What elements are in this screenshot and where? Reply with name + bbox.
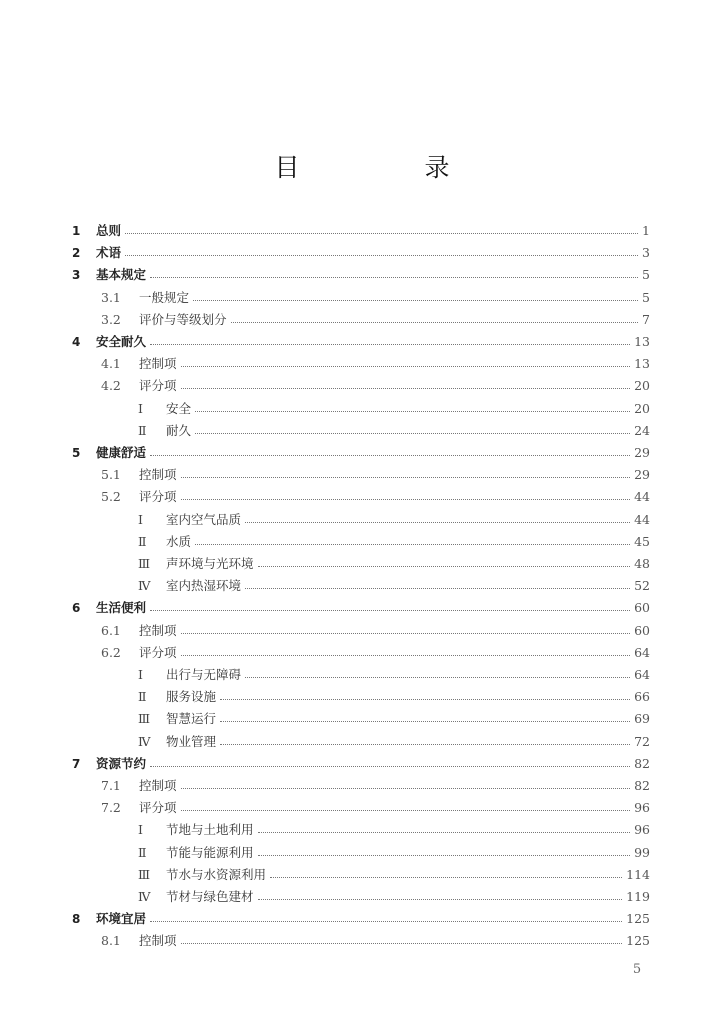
dot-leader: [150, 765, 630, 767]
dot-leader: [181, 476, 631, 478]
toc-entry-page: 44: [634, 511, 650, 527]
toc-entry-title: 声环境与光环境: [166, 556, 254, 571]
toc-entry-number: Ⅲ: [138, 556, 151, 571]
toc-entry-number: 7: [72, 756, 81, 771]
toc-entry-number: 8.1: [101, 933, 121, 949]
toc-entry-number: Ⅳ: [138, 889, 151, 904]
toc-entry-title: 室内热湿环境: [166, 578, 242, 594]
toc-entry-number: 4.2: [101, 378, 121, 394]
toc-entry[interactable]: [0, 575, 650, 597]
toc-entry-number: Ⅲ: [138, 711, 151, 727]
toc-entry[interactable]: [0, 930, 650, 952]
dot-leader: [181, 654, 631, 656]
toc-entry-number: Ⅱ: [138, 844, 147, 860]
dot-leader: [181, 787, 631, 789]
toc-entry-number: 6.1: [101, 622, 121, 638]
dot-leader: [181, 809, 631, 811]
dot-leader: [245, 521, 630, 523]
toc-entry-page: 125: [626, 911, 650, 927]
toc-entry-page: 29: [634, 445, 650, 460]
toc-entry[interactable]: [0, 309, 650, 331]
dot-leader: [270, 876, 622, 878]
dot-leader: [231, 321, 639, 323]
toc-entry-title: 评分项: [139, 644, 177, 660]
toc-entry-page: 52: [634, 578, 650, 594]
toc-entry-title: 控制项: [139, 467, 177, 483]
toc-entry-title: 评分项: [139, 489, 177, 505]
toc-entry[interactable]: [0, 886, 650, 908]
toc-entry-title: 环境宜居: [96, 911, 147, 927]
page-title: 目 录: [274, 153, 500, 182]
toc-entry[interactable]: [0, 819, 650, 841]
toc-entry[interactable]: [0, 264, 650, 286]
toc-entry-page: 60: [634, 600, 650, 616]
toc-entry-title: 控制项: [139, 778, 177, 793]
toc-entry-page: 82: [634, 778, 650, 793]
toc-entry-number: Ⅱ: [138, 422, 147, 438]
toc-entry-page: 24: [634, 422, 650, 438]
toc-entry-title: 总则: [96, 223, 122, 238]
toc-entry-page: 66: [634, 689, 650, 705]
toc-entry-number: 8: [72, 912, 81, 927]
toc-entry-number: Ⅱ: [138, 533, 147, 549]
toc-entry[interactable]: [0, 753, 650, 775]
footer-page-number: 5: [632, 962, 642, 977]
toc-entry-number: 4.1: [101, 356, 121, 372]
toc-entry-title: 资源节约: [96, 755, 147, 771]
toc-entry[interactable]: [0, 775, 650, 797]
toc-entry[interactable]: [0, 553, 650, 575]
toc-entry-page: 69: [634, 711, 650, 727]
toc-entry-page: 96: [634, 822, 650, 838]
toc-entry[interactable]: [0, 287, 650, 309]
dot-leader: [258, 898, 623, 900]
toc-entry-page: 82: [634, 755, 650, 771]
toc-entry-number: 5.2: [101, 489, 121, 505]
toc-entry-page: 45: [634, 533, 650, 549]
dot-leader: [150, 609, 630, 611]
toc-entry-page: 64: [634, 667, 650, 682]
toc-entry-title: 服务设施: [166, 689, 217, 705]
toc-entry-page: 5: [642, 267, 650, 283]
toc-entry[interactable]: [0, 420, 650, 442]
toc-entry[interactable]: [0, 708, 650, 730]
toc-entry[interactable]: [0, 797, 650, 819]
toc-entry-number: Ⅱ: [138, 689, 147, 705]
toc-entry[interactable]: [0, 664, 650, 686]
toc-entry[interactable]: [0, 620, 650, 642]
toc-entry-page: 20: [634, 378, 650, 394]
toc-entry-number: Ⅰ: [138, 667, 143, 682]
toc-entry-page: 99: [634, 844, 650, 860]
dot-leader: [150, 920, 622, 922]
toc-entry-title: 室内空气品质: [166, 511, 242, 527]
toc-entry-page: 96: [634, 800, 650, 816]
dot-leader: [195, 543, 630, 545]
toc-entry[interactable]: [0, 220, 650, 242]
toc-entry-number: 6: [72, 601, 81, 616]
dot-leader: [181, 498, 631, 500]
toc-entry-page: 64: [634, 644, 650, 660]
toc-entry-page: 125: [626, 933, 650, 949]
toc-entry-page: 5: [642, 289, 650, 305]
toc-entry-title: 智慧运行: [166, 711, 217, 727]
dot-leader: [258, 854, 631, 856]
toc-entry[interactable]: [0, 242, 650, 264]
toc-entry-page: 119: [626, 889, 650, 904]
toc-entry-number: Ⅰ: [138, 822, 143, 838]
toc-entry[interactable]: [0, 908, 650, 930]
toc-entry-title: 节水与水资源利用: [166, 866, 267, 882]
toc-entry-page: 13: [634, 356, 650, 372]
toc-entry[interactable]: [0, 597, 650, 619]
toc-entry[interactable]: [0, 864, 650, 886]
toc-entry-title: 控制项: [139, 622, 177, 638]
toc-entry-title: 健康舒适: [96, 445, 147, 460]
dot-leader: [150, 454, 630, 456]
dot-leader: [150, 343, 630, 345]
dot-leader: [125, 254, 638, 256]
toc-entry-page: 13: [634, 334, 650, 349]
dot-leader: [193, 299, 638, 301]
toc-entry-page: 1: [642, 223, 650, 238]
dot-leader: [181, 365, 631, 367]
toc-entry-page: 44: [634, 489, 650, 505]
toc-entry-title: 物业管理: [166, 733, 217, 749]
toc-entry-number: 5: [72, 446, 81, 460]
toc-entry-page: 29: [634, 467, 650, 483]
toc-entry-number: Ⅳ: [138, 578, 151, 594]
dot-leader: [181, 387, 631, 389]
dot-leader: [220, 698, 630, 700]
dot-leader: [181, 632, 631, 634]
toc-entry-number: Ⅳ: [138, 733, 151, 749]
toc-entry-number: Ⅰ: [138, 511, 143, 527]
toc-entry-title: 控制项: [139, 933, 177, 949]
toc-entry-title: 术语: [96, 245, 122, 261]
dot-leader: [195, 432, 630, 434]
toc-entry[interactable]: [0, 731, 650, 753]
toc-entry-number: 6.2: [101, 644, 121, 660]
dot-leader: [258, 565, 631, 567]
toc-entry-page: 7: [642, 311, 650, 327]
dot-leader: [245, 676, 630, 678]
dot-leader: [150, 276, 638, 278]
toc-entry-title: 评分项: [139, 378, 177, 394]
toc-entry-page: 114: [626, 866, 650, 882]
toc-entry-title: 节能与能源利用: [166, 844, 254, 860]
dot-leader: [195, 410, 630, 412]
toc-entry[interactable]: [0, 842, 650, 864]
toc-entry-title: 评分项: [139, 800, 177, 816]
toc-entry-number: 3.2: [101, 311, 121, 327]
toc-entry[interactable]: [0, 375, 650, 397]
toc-entry[interactable]: [0, 464, 650, 486]
dot-leader: [220, 743, 630, 745]
toc-entry-number: 7.1: [101, 778, 121, 793]
toc-entry-number: 7.2: [101, 800, 121, 816]
toc-entry-page: 48: [634, 556, 650, 571]
toc-entry-title: 出行与无障碍: [166, 667, 242, 682]
toc-entry-title: 节材与绿色建材: [166, 889, 254, 904]
dot-leader: [245, 587, 630, 589]
toc-entry-page: 3: [642, 245, 650, 261]
toc-entry-number: 5.1: [101, 467, 121, 483]
toc-entry-number: 3: [72, 268, 81, 283]
toc-entry-page: 72: [634, 733, 650, 749]
toc-entry-title: 一般规定: [139, 289, 190, 305]
dot-leader: [220, 720, 630, 722]
toc-entry-title: 基本规定: [96, 267, 147, 283]
toc-entry-title: 耐久: [166, 422, 192, 438]
dot-leader: [125, 232, 638, 234]
toc-entry-number: 2: [72, 246, 81, 261]
toc-entry-title: 节地与土地利用: [166, 822, 254, 838]
toc-entry-number: Ⅰ: [138, 400, 143, 416]
toc-entry-number: 1: [72, 224, 81, 238]
dot-leader: [258, 831, 631, 833]
toc-entry-title: 水质: [166, 533, 192, 549]
toc-entry[interactable]: [0, 531, 650, 553]
toc-entry-number: 4: [72, 335, 81, 349]
toc-entry-title: 安全耐久: [96, 334, 147, 349]
toc-entry[interactable]: [0, 686, 650, 708]
toc-entry-title: 安全: [166, 400, 192, 416]
toc-entry[interactable]: [0, 642, 650, 664]
toc-entry[interactable]: [0, 509, 650, 531]
toc-entry-number: Ⅲ: [138, 866, 151, 882]
toc-entry-page: 60: [634, 622, 650, 638]
toc-entry[interactable]: [0, 353, 650, 375]
toc-entry-title: 控制项: [139, 356, 177, 372]
toc-entry-page: 20: [634, 400, 650, 416]
toc-entry-title: 生活便利: [96, 600, 147, 616]
toc-entry-title: 评价与等级划分: [139, 311, 227, 327]
toc-entry[interactable]: [0, 442, 650, 464]
toc-entry[interactable]: [0, 398, 650, 420]
toc-entry[interactable]: [0, 486, 650, 508]
toc-entry[interactable]: [0, 331, 650, 353]
dot-leader: [181, 942, 623, 944]
toc-entry-number: 3.1: [101, 289, 121, 305]
